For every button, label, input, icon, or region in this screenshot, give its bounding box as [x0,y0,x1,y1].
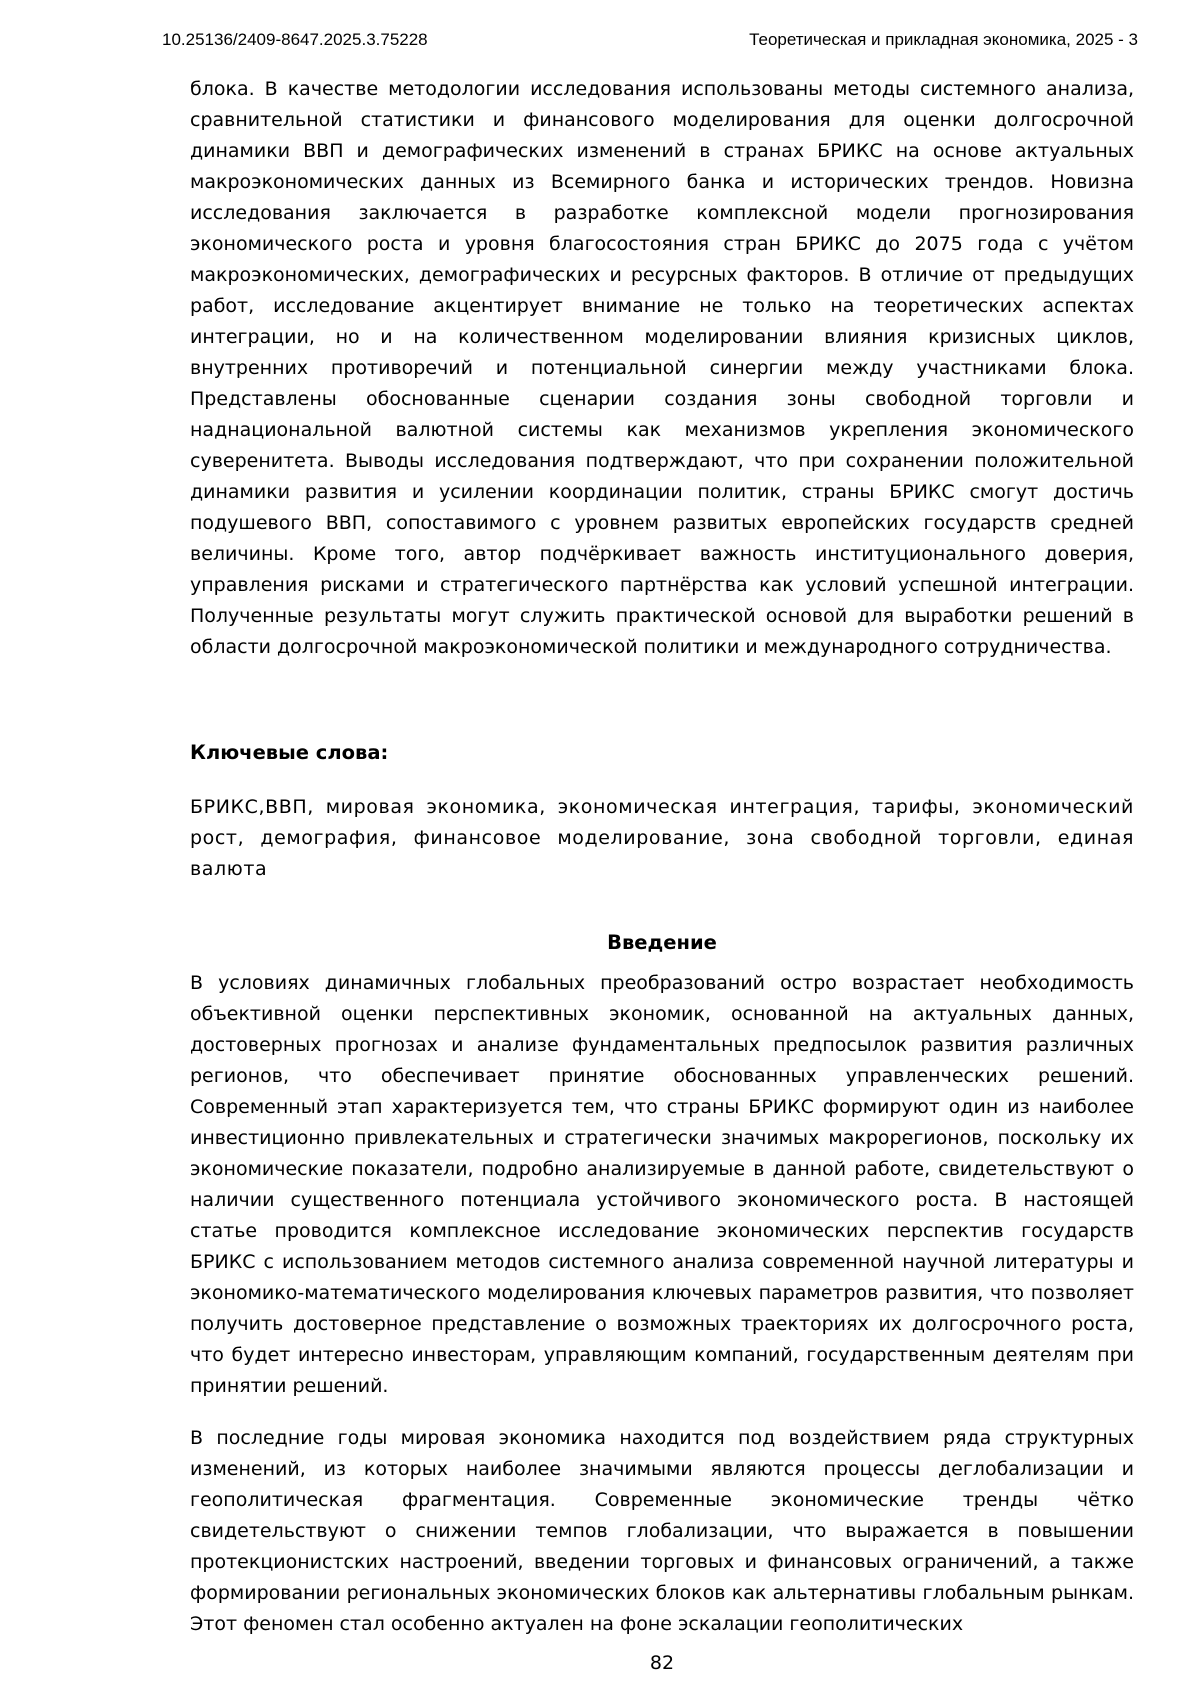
abstract-paragraph: блока. В качестве методологии исследования использованы методы системного анализа, сравнительной статистики и финансового моделирования для оценки долгосрочной динамики ВВП и демографических изменений в странах БРИКС на основе актуальных макроэкономических данных из Всемирного банка и исторических трендов. Новизна исследования заключается в разработке комплексной модели прогнозирования экономического роста и уровня благосостояния стран БРИКС до 2075 года с учётом макроэкономических, демографических и ресурсных факторов. В отличие от предыдущих работ, исследование акцентирует внимание не только на теоретических аспектах интеграции, но и на количественном моделировании влияния кризисных циклов, внутренних противоречий и потенциальной синергии между участниками блока. Представлены обоснованные сценарии создания зоны свободной торговли и наднациональной валютной системы как механизмов укрепления экономического суверенитета. Выводы исследования подтверждают, что при сохранении положительной динамики развития и усилении координации политик, страны БРИКС смогут достичь подушевого ВВП, сопоставимого с уровнем развитых европейских государств средней величины. Кроме того, автор подчёркивает важность институционального доверия, управления рисками и стратегического партнёрства как условий успешной интеграции. Полученные результаты могут служить практической основой для выработки решений в области долгосрочной макроэкономической политики и международного сотрудничества. [190,78,1134,658]
keywords-text: БРИКС,ВВП, мировая экономика, экономическая интеграция, тарифы, экономический рост, демография, финансовое моделирование, зона свободной торговли, единая валюта [190,796,1134,880]
introduction-paragraph-1: В условиях динамичных глобальных преобразований остро возрастает необходимость объективной оценки перспективных экономик, основанной на актуальных данных, достоверных прогнозах и анализе фундаментальных предпосылок развития различных регионов, что обеспечивает принятие обоснованных управленческих решений. Современный этап характеризуется тем, что страны БРИКС формируют один из наиболее инвестиционно привлекательных и стратегически значимых макрорегионов, поскольку их экономические показатели, подробно анализируемые в данной работе, свидетельствуют о наличии существенного потенциала устойчивого экономического роста. В настоящей статье проводится комплексное исследование экономических перспектив государств БРИКС с использованием методов системного анализа современной научной литературы и экономико-математического моделирования ключевых параметров развития, что позволяет получить достоверное представление о возможных траекториях их долгосрочного роста, что будет интересно инвесторам, управляющим компаний, государственным деятелям при принятии решений. [190,972,1134,1397]
introduction-heading: Введение [607,931,717,954]
page-number: 82 [649,1652,675,1674]
doi-number: 10.25136/2409-8647.2025.3.75228 [162,30,428,49]
article-body [190,74,1134,1640]
page-footer [190,1652,1134,1674]
introduction-paragraph-2: В последние годы мировая экономика находится под воздействием ряда структурных изменений, из которых наиболее значимыми являются процессы деглобализации и геополитическая фрагментация. Современные экономические тренды чётко свидетельствуют о снижении темпов глобализации, что выражается в повышении протекционистских настроений, введении торговых и финансовых ограничений, а также формировании региональных экономических блоков как альтернативы глобальным рынкам. Этот феномен стал особенно актуален на фоне эскалации геополитических [190,1427,1134,1635]
page-header [0,0,1200,50]
keywords-heading: Ключевые слова: [190,741,389,764]
journal-title: Теоретическая и прикладная экономика, 2025 - 3 [749,30,1138,49]
